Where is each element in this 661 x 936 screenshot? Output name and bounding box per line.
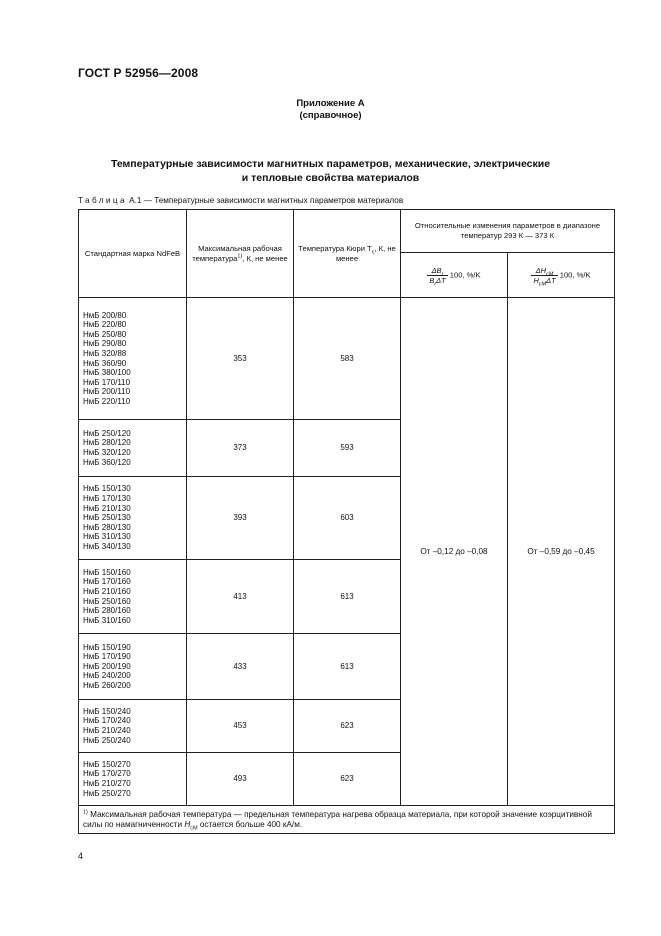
grade-list <box>79 477 187 560</box>
grade-item: НмБ 170/190 <box>83 652 131 662</box>
grade-item: НмБ 210/240 <box>83 726 131 735</box>
grade-item: НмБ 380/100 <box>83 368 131 378</box>
table-caption-text: А.1 — Температурные зависимости магнитных параметров материалов <box>126 196 404 205</box>
grade-item: НмБ 280/130 <box>83 522 131 532</box>
header-max-temp-text: Максимальная рабочая температура <box>192 243 282 263</box>
annex-type: (справочное) <box>299 110 362 121</box>
grade-item: НмБ 240/200 <box>83 671 131 681</box>
grade-item: НмБ 210/160 <box>83 586 131 596</box>
annex-title: Приложение А <box>296 98 365 109</box>
grade-item: НмБ 170/270 <box>83 769 131 779</box>
header-hcm-formula <box>508 253 615 298</box>
grade-item: НмБ 200/110 <box>83 387 131 397</box>
grade-item: НмБ 250/130 <box>83 513 131 523</box>
grade-item: НмБ 170/130 <box>83 494 131 504</box>
document-title-line-2: и тепловые свойства материалов <box>241 172 420 184</box>
table-caption <box>78 196 403 205</box>
grade-list <box>79 560 187 634</box>
table-caption-word: Таблица <box>78 196 127 205</box>
br-fraction-num-sub: r <box>441 270 444 277</box>
footnote-row <box>79 806 615 834</box>
standard-header: ГОСТ Р 52956—2008 <box>78 66 199 80</box>
hcm-fraction <box>531 266 557 285</box>
page-number: 4 <box>78 851 84 861</box>
curie-temp-value: 613 <box>294 560 401 634</box>
grade-item: НмБ 250/240 <box>83 735 131 745</box>
annex-heading <box>0 98 661 122</box>
magnetic-parameters-table <box>78 209 615 834</box>
header-curie-sub: c <box>371 249 375 256</box>
br-fraction-den-tail: ΔT <box>436 275 446 285</box>
footnote-ref: 1) <box>237 252 243 259</box>
hcm-fraction-den: H <box>533 275 539 285</box>
footnote-text-end: остается больше 400 кА/м. <box>197 820 303 829</box>
grade-item: НмБ 150/270 <box>83 759 131 769</box>
br-formula-unit: 100, %/K <box>447 270 481 279</box>
max-temp-value: 413 <box>187 560 294 634</box>
br-fraction-den-sub: r <box>434 280 437 287</box>
curie-temp-value: 593 <box>294 420 401 477</box>
header-relative-changes: Относительные изменения параметров в диапазоне температур 293 К — 373 К <box>401 210 615 253</box>
grade-item: НмБ 310/130 <box>83 532 131 542</box>
grade-item: НмБ 150/160 <box>83 567 131 577</box>
header-curie-text: Температура Кюри T <box>298 243 372 253</box>
grade-item: НмБ 280/120 <box>83 438 131 448</box>
header-max-temp-unit: , К, не менее <box>242 253 288 263</box>
footnote-h-sub: cM <box>190 825 198 832</box>
document-title <box>0 157 661 185</box>
grade-item: НмБ 170/110 <box>83 377 131 387</box>
grade-item: НмБ 150/240 <box>83 706 131 716</box>
br-fraction-den: B <box>429 275 435 285</box>
curie-temp-value: 623 <box>294 700 401 753</box>
hcm-fraction-num: ΔH <box>535 265 547 275</box>
br-change-value: От –0,12 до –0,08 <box>401 298 508 806</box>
footnote-text: Максимальная рабочая температура — предельная температура нагрева образца материала, при которой значение коэрцитивной силы по намагниченности <box>83 810 592 829</box>
hcm-change-value: От –0,59 до –0,45 <box>508 298 615 806</box>
grade-list <box>79 420 187 477</box>
footnote-mark: 1) <box>83 809 88 816</box>
curie-temp-value: 623 <box>294 753 401 806</box>
hcm-fraction-den-tail: ΔT <box>546 275 556 285</box>
grade-item: НмБ 250/80 <box>83 329 127 339</box>
grade-item: НмБ 220/110 <box>83 396 131 406</box>
footnote-h-symbol: H <box>184 820 191 829</box>
document-title-line-1: Температурные зависимости магнитных параметров, механические, электрические <box>110 158 551 170</box>
grade-list <box>79 634 187 700</box>
grade-item: НмБ 150/190 <box>83 642 131 652</box>
grade-item: НмБ 170/240 <box>83 716 131 726</box>
header-grade: Стандартная марка NdFeB <box>79 210 187 298</box>
grade-item: НмБ 210/270 <box>83 779 131 788</box>
header-curie-unit: , К, не менее <box>335 243 396 263</box>
header-br-formula <box>401 253 508 298</box>
grade-item: НмБ 170/160 <box>83 577 131 587</box>
br-fraction-num: ΔB <box>431 265 442 275</box>
grade-item: НмБ 360/120 <box>83 457 131 467</box>
hcm-formula-unit: 100, %/K <box>557 270 591 279</box>
grade-item: НмБ 290/80 <box>83 339 127 349</box>
grade-item: НмБ 320/120 <box>83 448 131 457</box>
grade-item: НмБ 310/160 <box>83 615 131 625</box>
grade-list <box>79 298 187 420</box>
grade-item: НмБ 250/120 <box>83 428 131 438</box>
grade-item: НмБ 150/130 <box>83 484 131 494</box>
max-temp-value: 353 <box>187 298 294 420</box>
grade-item: НмБ 360/90 <box>83 358 127 368</box>
hcm-fraction-den-sub: cM <box>538 280 547 287</box>
max-temp-value: 493 <box>187 753 294 806</box>
br-fraction <box>427 266 447 285</box>
table-row <box>79 298 615 420</box>
header-max-temp <box>187 210 294 298</box>
grade-item: НмБ 260/200 <box>83 680 131 690</box>
hcm-fraction-num-sub: cM <box>546 270 554 277</box>
grade-item: НмБ 210/130 <box>83 503 131 513</box>
curie-temp-value: 613 <box>294 634 401 700</box>
max-temp-value: 453 <box>187 700 294 753</box>
grade-item: НмБ 320/88 <box>83 348 127 358</box>
grade-item: НмБ 250/270 <box>83 788 131 798</box>
max-temp-value: 393 <box>187 477 294 560</box>
grade-item: НмБ 250/160 <box>83 596 131 606</box>
grade-list <box>79 753 187 806</box>
curie-temp-value: 603 <box>294 477 401 560</box>
grade-item: НмБ 340/130 <box>83 541 131 551</box>
grade-item: НмБ 220/80 <box>83 320 127 330</box>
header-curie-temp <box>294 210 401 298</box>
max-temp-value: 433 <box>187 634 294 700</box>
max-temp-value: 373 <box>187 420 294 477</box>
grade-item: НмБ 280/160 <box>83 606 131 616</box>
grade-item: НмБ 200/190 <box>83 661 131 671</box>
curie-temp-value: 583 <box>294 298 401 420</box>
grade-list <box>79 700 187 753</box>
grade-item: НмБ 200/80 <box>83 310 127 320</box>
footnote <box>79 806 615 834</box>
